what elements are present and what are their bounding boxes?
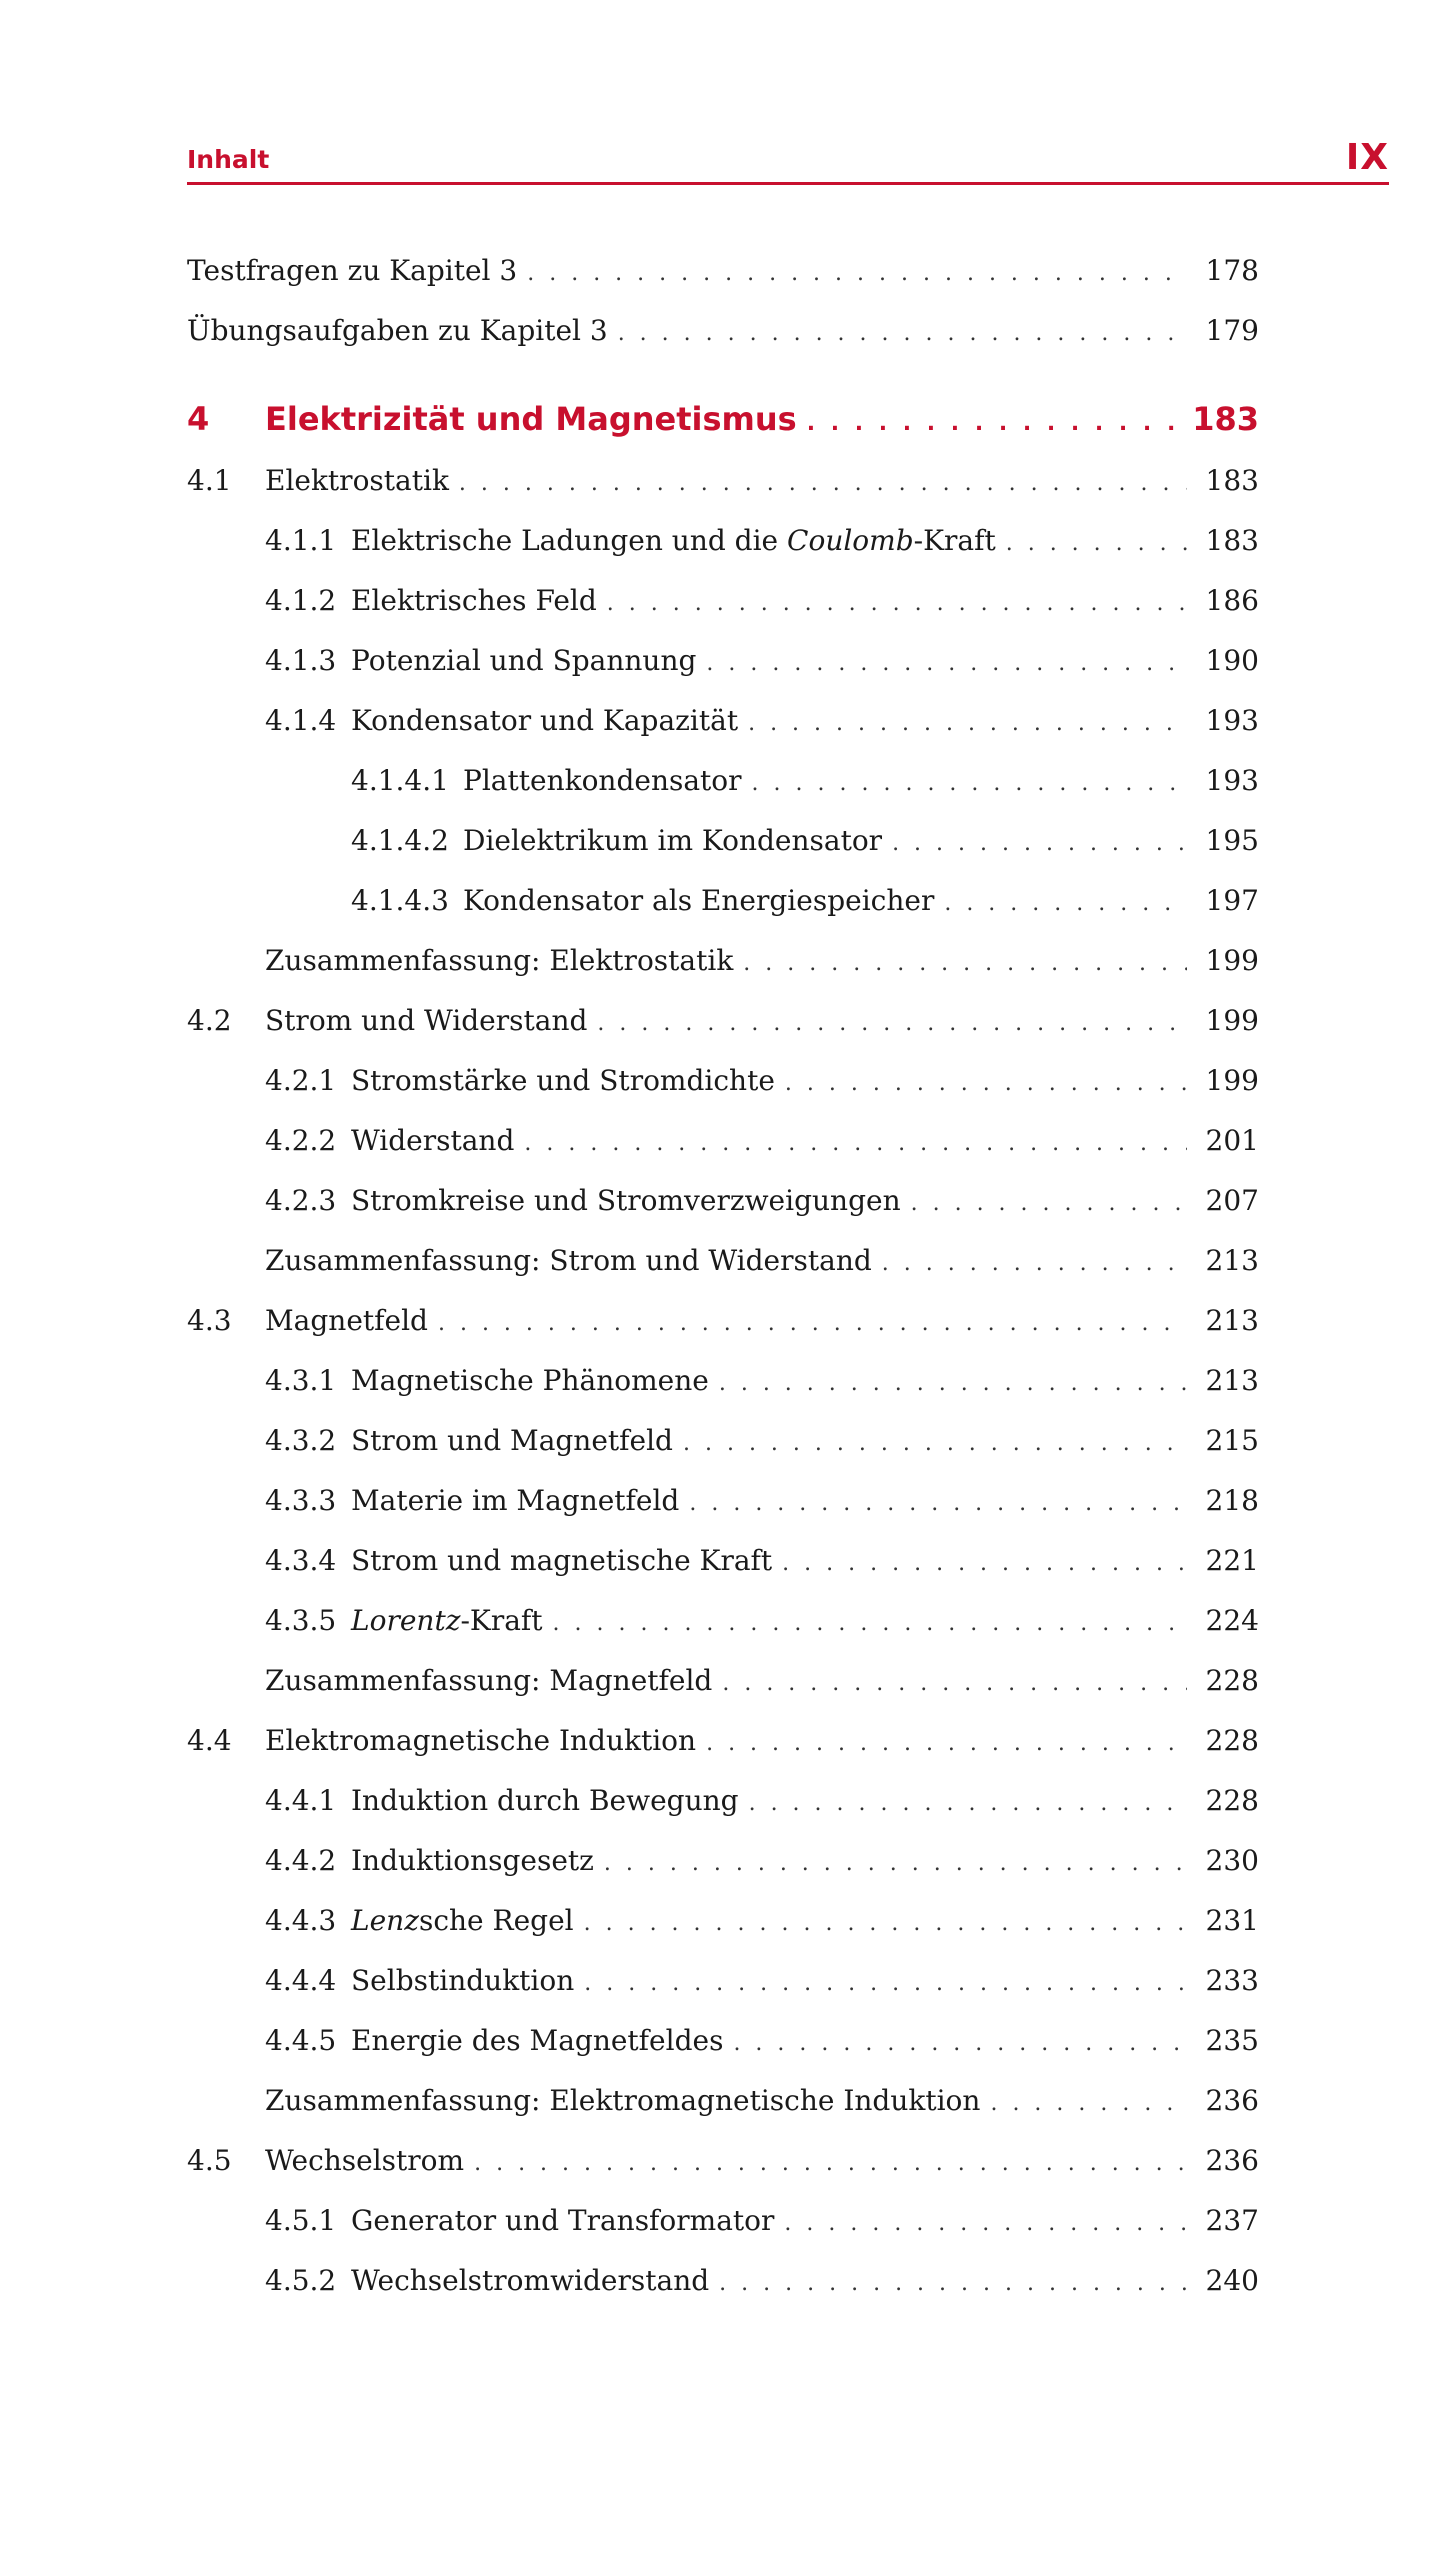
toc-subsection-entry[interactable]	[265, 1416, 1259, 1466]
toc-entry-title: Elektrizität und Magnetismus	[265, 400, 797, 438]
toc-section-entry[interactable]	[187, 1296, 1259, 1346]
toc-entry-title: Zusammenfassung: Elektromagnetische Induktion	[265, 2084, 981, 2117]
toc-entry-number: 4.2	[187, 1004, 232, 1037]
toc-subsection-entry[interactable]	[265, 1956, 1259, 2006]
toc-entry-page: 199	[1205, 1064, 1259, 1097]
dot-leader	[733, 2019, 1187, 2069]
dot-leader	[752, 759, 1187, 809]
dot-leader	[719, 2259, 1187, 2309]
toc-entry-page: 233	[1205, 1964, 1259, 1997]
toc-entry-title: Zusammenfassung: Elektrostatik	[265, 944, 734, 977]
toc-entry-title: Wechselstrom	[265, 2144, 465, 2177]
toc-entry-page: 228	[1205, 1784, 1259, 1817]
toc-subsection-entry[interactable]	[265, 1776, 1259, 1826]
toc-entry-page: 193	[1205, 764, 1259, 797]
toc-entry-number: 4.1.4.2	[351, 824, 449, 857]
dot-leader	[618, 309, 1187, 359]
dot-leader	[748, 699, 1187, 749]
toc-entry-number: 4.2.3	[265, 1184, 337, 1217]
toc-summary-entry[interactable]	[265, 2076, 1259, 2126]
toc-entry-number: 4.1.2	[265, 584, 337, 617]
toc-subsection-entry[interactable]	[265, 576, 1259, 626]
toc-entry-title: Plattenkondensator	[463, 764, 742, 797]
toc-entry-number: 4.4.2	[265, 1844, 337, 1877]
toc-entry[interactable]	[187, 246, 1259, 296]
toc-subsection-entry[interactable]	[265, 696, 1259, 746]
toc-subsection-entry[interactable]	[265, 2196, 1259, 2246]
toc-entry-page: 236	[1205, 2084, 1259, 2117]
toc-subsection-entry[interactable]	[265, 1116, 1259, 1166]
toc-section-entry[interactable]	[187, 1716, 1259, 1766]
toc-entry-title: Energie des Magnetfeldes	[351, 2024, 724, 2057]
dot-leader	[892, 819, 1187, 869]
toc-entry-number: 4.3.3	[265, 1484, 337, 1517]
toc-entry-page: 183	[1205, 464, 1259, 497]
toc-entry-page: 215	[1205, 1424, 1259, 1457]
dot-leader	[584, 1959, 1187, 2009]
toc-subsection-entry[interactable]	[265, 2016, 1259, 2066]
toc-entry-page: 213	[1205, 1244, 1259, 1277]
toc-entry-title: Strom und magnetische Kraft	[351, 1544, 773, 1577]
toc-entry-title: Generator und Transformator	[351, 2204, 775, 2237]
toc-entry-number: 4	[187, 400, 210, 438]
toc-entry-title: Testfragen zu Kapitel 3	[187, 254, 518, 287]
dot-leader	[438, 1299, 1187, 1349]
toc-entry-title: Stromstärke und Stromdichte	[351, 1064, 775, 1097]
dot-leader	[1006, 519, 1187, 569]
toc-entry-page: 197	[1205, 884, 1259, 917]
toc-entry-page: 193	[1205, 704, 1259, 737]
toc-subsubsection-entry[interactable]	[351, 876, 1259, 926]
toc-entry-page: 213	[1205, 1364, 1259, 1397]
toc-entry-number: 4.3	[187, 1304, 232, 1337]
toc-subsection-entry[interactable]	[265, 636, 1259, 686]
toc-entry-page: 236	[1205, 2144, 1259, 2177]
toc-entry-title: Zusammenfassung: Magnetfeld	[265, 1664, 713, 1697]
dot-leader	[784, 2199, 1187, 2249]
toc-summary-entry[interactable]	[265, 1236, 1259, 1286]
toc-entry-page: 240	[1205, 2264, 1259, 2297]
dot-leader	[474, 2139, 1187, 2189]
running-head	[187, 130, 1389, 185]
dot-leader	[782, 1539, 1187, 1589]
toc-subsection-entry[interactable]	[265, 1176, 1259, 1226]
toc-entry-page: 201	[1205, 1124, 1259, 1157]
page-number-roman: IX	[1345, 137, 1389, 178]
dot-leader	[749, 1779, 1187, 1829]
toc-summary-entry[interactable]	[265, 1656, 1259, 1706]
toc-entry-title: Strom und Widerstand	[265, 1004, 588, 1037]
dot-leader	[524, 1119, 1187, 1169]
dot-leader	[807, 399, 1177, 449]
toc-entry-number: 4.2.2	[265, 1124, 337, 1157]
toc-entry-number: 4.3.1	[265, 1364, 337, 1397]
toc-entry-title: Materie im Magnetfeld	[351, 1484, 680, 1517]
dot-leader	[706, 639, 1187, 689]
toc-entry-number: 4.2.1	[265, 1064, 337, 1097]
toc-entry-title: Kondensator als Energiespeicher	[463, 884, 935, 917]
toc-subsection-entry[interactable]	[265, 1356, 1259, 1406]
toc-entry-number: 4.1.3	[265, 644, 337, 677]
toc-entry-number: 4.1.4.1	[351, 764, 449, 797]
toc-entry-title: Widerstand	[351, 1124, 515, 1157]
toc-entry-number: 4.3.5	[265, 1604, 337, 1637]
toc-entry-title: Magnetfeld	[265, 1304, 428, 1337]
toc-entry-title: Induktionsgesetz	[351, 1844, 594, 1877]
dot-leader	[911, 1179, 1187, 1229]
toc-entry-title: Kondensator und Kapazität	[351, 704, 739, 737]
toc-entry-title: Strom und Magnetfeld	[351, 1424, 673, 1457]
toc-entry-title: Potenzial und Spannung	[351, 644, 697, 677]
dot-leader	[706, 1719, 1187, 1769]
dot-leader	[689, 1479, 1187, 1529]
toc-entry-page: 199	[1205, 1004, 1259, 1037]
toc-entry-page: 230	[1205, 1844, 1259, 1877]
dot-leader	[990, 2079, 1187, 2129]
toc-section-entry[interactable]	[187, 2136, 1259, 2186]
toc-entry-title: Lenzsche Regel	[351, 1904, 574, 1937]
toc-entry-number: 4.3.4	[265, 1544, 337, 1577]
toc-entry-page: 183	[1205, 524, 1259, 557]
running-head-section: Inhalt	[187, 145, 270, 174]
toc-subsection-entry[interactable]	[265, 2256, 1259, 2306]
dot-leader	[683, 1419, 1187, 1469]
toc-entry-number: 4.3.2	[265, 1424, 337, 1457]
toc-subsection-entry[interactable]	[265, 1476, 1259, 1526]
toc-entry-page: 207	[1205, 1184, 1259, 1217]
toc-entry-page: 179	[1205, 314, 1259, 347]
dot-leader	[459, 459, 1187, 509]
toc-summary-entry[interactable]	[265, 936, 1259, 986]
toc-entry-page: 190	[1205, 644, 1259, 677]
toc-entry-page: 235	[1205, 2024, 1259, 2057]
toc-entry[interactable]	[187, 306, 1259, 356]
toc-entry-title: Selbstinduktion	[351, 1964, 575, 1997]
toc-entry-number: 4.4.5	[265, 2024, 337, 2057]
toc-entry-page: 237	[1205, 2204, 1259, 2237]
toc-entry-page: 231	[1205, 1904, 1259, 1937]
toc-entry-number: 4.5.1	[265, 2204, 337, 2237]
toc-subsection-entry[interactable]	[265, 1056, 1259, 1106]
toc-entry-page: 224	[1205, 1604, 1259, 1637]
toc-subsubsection-entry[interactable]	[351, 816, 1259, 866]
dot-leader	[527, 249, 1187, 299]
dot-leader	[584, 1899, 1187, 1949]
toc-entry-page: 218	[1205, 1484, 1259, 1517]
toc-chapter-entry[interactable]	[187, 394, 1259, 444]
toc-entry-number: 4.4.1	[265, 1784, 337, 1817]
toc-entry-number: 4.1.4.3	[351, 884, 449, 917]
toc-entry-page: 186	[1205, 584, 1259, 617]
toc-subsection-entry[interactable]	[265, 1836, 1259, 1886]
toc-subsubsection-entry[interactable]	[351, 756, 1259, 806]
toc-entry-number: 4.5	[187, 2144, 232, 2177]
toc-entry-page: 228	[1205, 1724, 1259, 1757]
toc-entry-title: Zusammenfassung: Strom und Widerstand	[265, 1244, 872, 1277]
toc-entry-number: 4.1.1	[265, 524, 337, 557]
toc-entry-title: Lorentz-Kraft	[351, 1604, 543, 1637]
toc-entry-number: 4.5.2	[265, 2264, 337, 2297]
toc-entry-number: 4.4.4	[265, 1964, 337, 1997]
toc-subsection-entry[interactable]	[265, 1536, 1259, 1586]
dot-leader	[604, 1839, 1187, 1889]
dot-leader	[597, 999, 1187, 1049]
toc-subsection-entry[interactable]	[265, 1596, 1259, 1646]
toc-entry-title: Wechselstromwiderstand	[351, 2264, 710, 2297]
toc-entry-page: 178	[1205, 254, 1259, 287]
toc-entry-title: Elektrisches Feld	[351, 584, 597, 617]
dot-leader	[743, 939, 1187, 989]
toc-entry-title: Dielektrikum im Kondensator	[463, 824, 883, 857]
toc-entry-page: 221	[1205, 1544, 1259, 1577]
dot-leader	[785, 1059, 1187, 1109]
toc-entry-title: Elektrostatik	[265, 464, 449, 497]
toc-entry-page: 213	[1205, 1304, 1259, 1337]
toc-subsection-entry[interactable]	[265, 1896, 1259, 1946]
toc-entry-page: 228	[1205, 1664, 1259, 1697]
dot-leader	[722, 1659, 1187, 1709]
dot-leader	[719, 1359, 1187, 1409]
toc-entry-page: 199	[1205, 944, 1259, 977]
toc-entry-title: Elektromagnetische Induktion	[265, 1724, 697, 1757]
dot-leader	[607, 579, 1187, 629]
dot-leader	[882, 1239, 1187, 1289]
toc-entry-page: 195	[1205, 824, 1259, 857]
toc-entry-number: 4.4.3	[265, 1904, 337, 1937]
toc-entry-title: Elektrische Ladungen und die Coulomb-Kraft	[351, 524, 996, 557]
toc-section-entry[interactable]	[187, 996, 1259, 1046]
toc-subsection-entry[interactable]	[265, 516, 1259, 566]
toc-entry-number: 4.1	[187, 464, 232, 497]
toc-entry-title: Magnetische Phänomene	[351, 1364, 709, 1397]
toc-entry-number: 4.4	[187, 1724, 232, 1757]
toc-entry-number: 4.1.4	[265, 704, 337, 737]
toc-entry-page: 183	[1192, 400, 1259, 438]
toc-section-entry[interactable]	[187, 456, 1259, 506]
toc-entry-title: Stromkreise und Stromverzweigungen	[351, 1184, 901, 1217]
dot-leader	[553, 1599, 1187, 1649]
toc-entry-title: Induktion durch Bewegung	[351, 1784, 739, 1817]
toc-entry-title: Übungsaufgaben zu Kapitel 3	[187, 314, 608, 347]
dot-leader	[944, 879, 1187, 929]
